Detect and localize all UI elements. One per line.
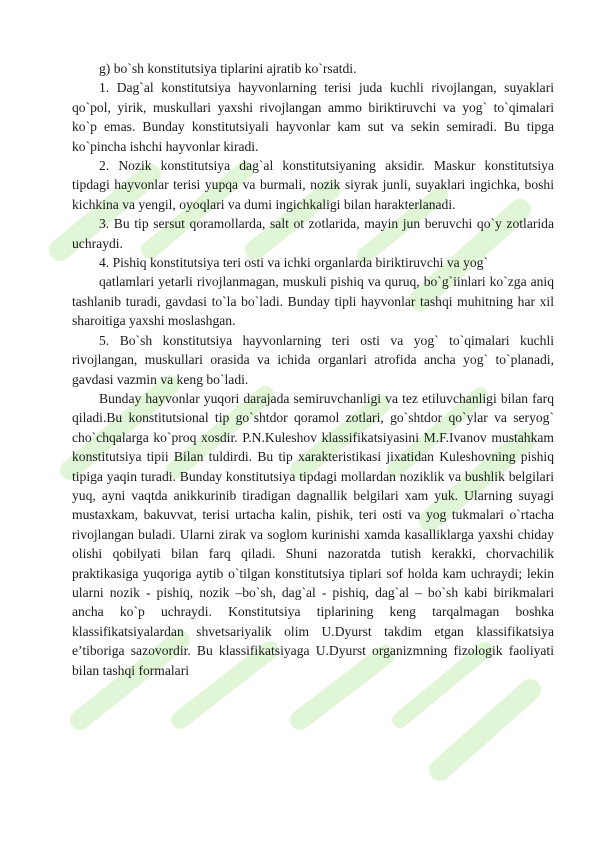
paragraph-type-5: 5. Bo`sh konstitutsiya hayvonlarning teri osti va yog` to`qimalari kuchli rivojlangan, muskullari orasida va ichida organlari atrofida ancha yog` to`planadi, gavdasi vazmin va keng bo`ladi.: [72, 332, 554, 387]
paragraph-type-4-continued: qatlamlari yetarli rivojlanmagan, muskuli pishiq va quruq, bo`g`iinlari ko`zga aniq tashlanib turadi, gavdasi to`la bo`ladi. Bunday tipli hayvonlar tashqi muhitning har xil sharoitiga yaxshi moslashgan.: [72, 274, 554, 329]
body-text: [72, 59, 554, 680]
paragraph-type-3: 3. Bu tip sersut qoramollarda, salt ot zotlarida, mayin jun beruvchi qo`y zotlarida uchraydi.: [72, 216, 554, 251]
paragraph-type-4: 4. Pishiq konstitutsiya teri osti va ichki organlarda biriktiruvchi va yog`: [99, 255, 489, 271]
paragraph-type-1: 1. Dag`al konstitutsiya hayvonlarning terisi juda kuchli rivojlangan, suyaklari qo`pol, yirik, muskullari yaxshi rivojlangan ammo biriktiruvchi va yog` to`qimalari ko`p emas. Bunday konstitutsiyali hayvonlar kam sut va sekin semiradi. Bu tipga ko`pincha ishchi hayvonlar kiradi.: [72, 80, 554, 154]
paragraph-list-item-g: g) bo`sh konstitutsiya tiplarini ajratib ko`rsatdi.: [99, 61, 357, 76]
paragraph-type-2: 2. Nozik konstitutsiya dag`al konstitutsiyaning aksidir. Maskur konstitutsiya tipdagi hayvonlar terisi yupqa va burmali, nozik siyrak junli, suyaklari ingichka, boshi kichkina va yengil, oyoqlari va dumi ingichkaligi bilan harakterlanadi.: [72, 158, 554, 212]
paragraph-discussion: Bunday hayvonlar yuqori darajada semiruvchanligi va tez etiluvchanligi bilan farq qiladi.Bu konstitutsional tip go`shtdor qoramol zotlari, go`shtdor qo`ylar va seryog` cho`chqalarga ko`proq xosdir. P.N.Kuleshov klassifikatsiyasini M.F.Ivanov mustahkam konstitutsiya tipii Bilan tuldirdi. Bu tip xarakteristikasi jixatidan Kuleshovning pishiq tipiga yaqin turadi. Bunday konstitutsiya tipdagi mollardan noziklik va bushlik belgilari yuq, ayni vaqtda anikkurinib tiradigan dagnallik belgilari xam yuk. Ularning suyagi mustaxkam, bakuvvat, terisi urtacha kalin, pishik, teri osti va yog tukmalari o`rtacha rivojlangan buladi. Ularni zirak va soglom kurinishi xamda kasalliklarga yaxshi chiday olishi qobilyati bilan farq qiladi. Shuni nazoratda tutish kerakki, chorvachilik praktikasiga yuqoriga aytib o`tilgan konstitutsiya tiplari sof holda kam uchraydi; lekin ularni nozik - pishiq, nozik –bo`sh, dag`al - pishiq, dag`al – bo`sh kabi birikmalari ancha ko`p uchraydi. Konstitutsiya tiplarining keng tarqalmagan boshka klassifikatsiyalardan shvetsariyalik olim U.Dyurst takdim etgan klassifikatsiya e’tiboriga sazovordir. Bu klassifikatsiyaga U.Dyurst organizmning fizologik faoliyati bilan tashqi formalari: [72, 390, 554, 678]
